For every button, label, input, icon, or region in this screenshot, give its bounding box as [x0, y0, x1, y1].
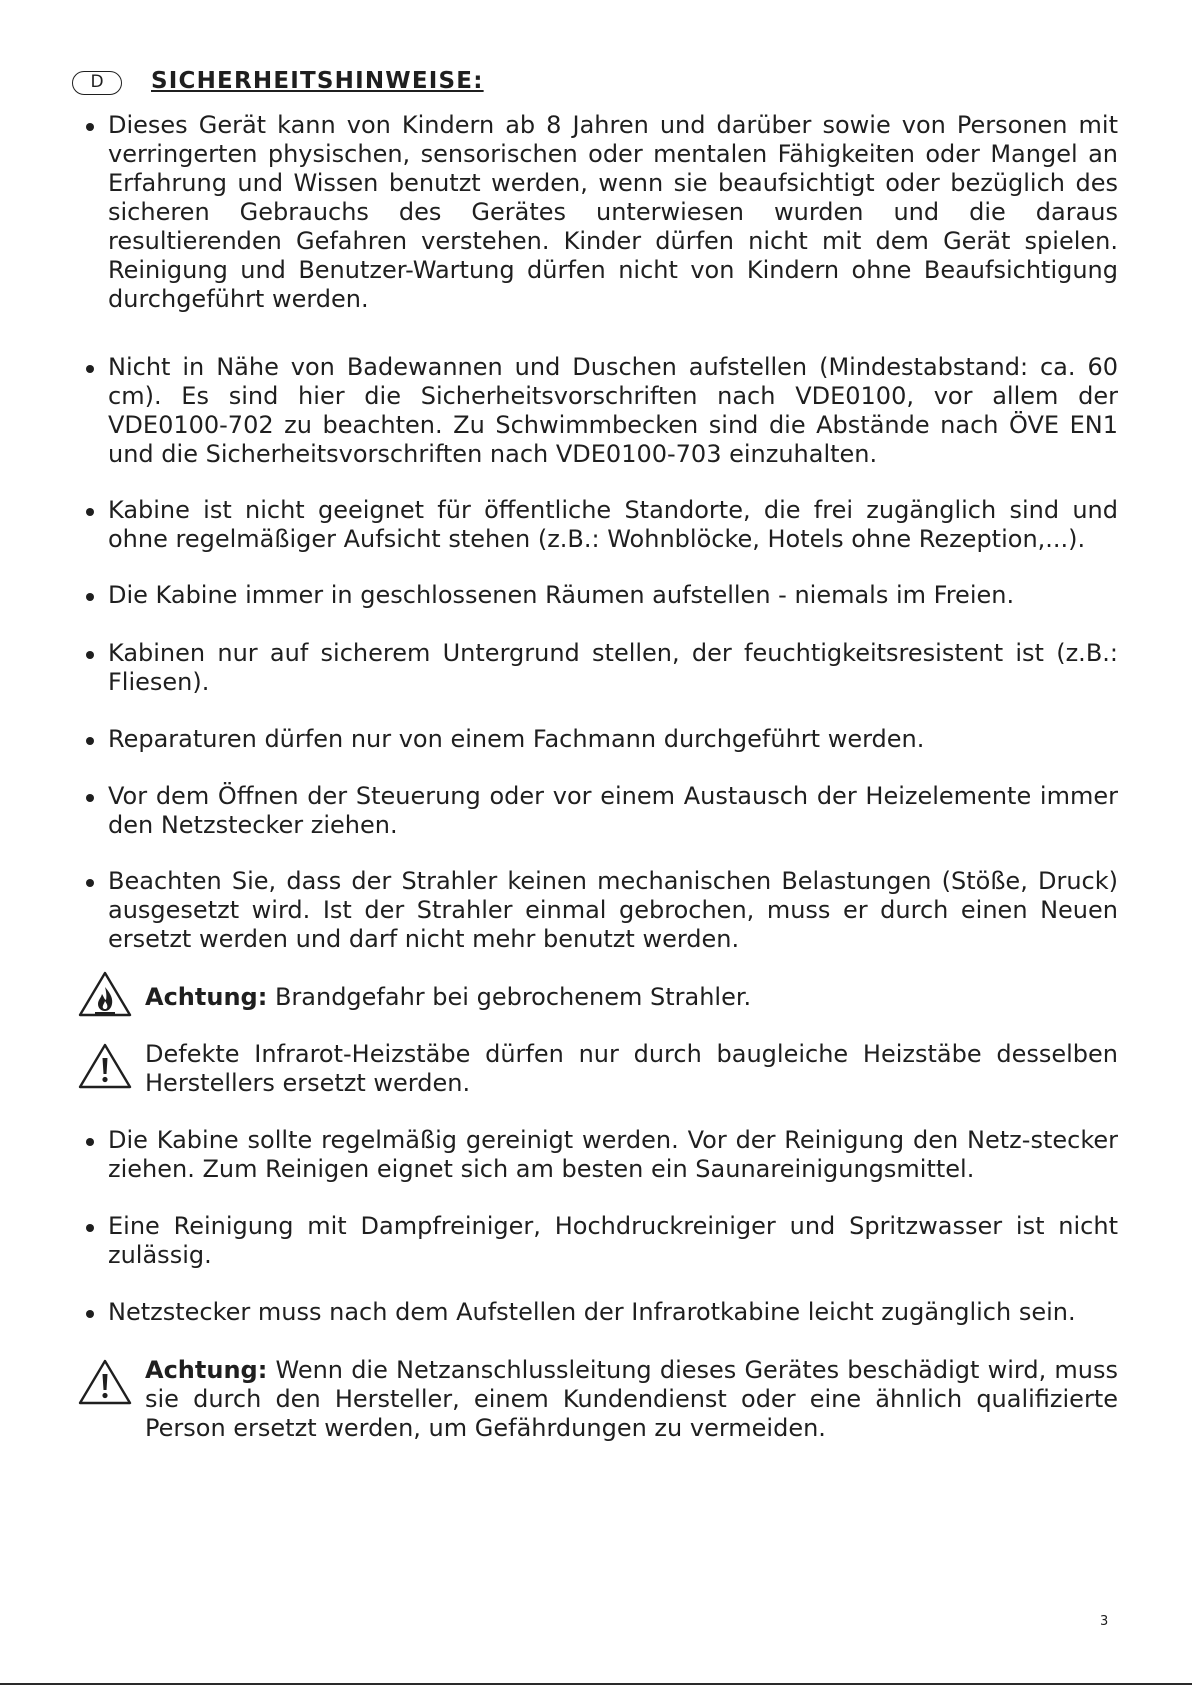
safety-item [86, 353, 1118, 469]
bullet-point [86, 365, 94, 373]
safety-item-text: Die Kabine sollte regelmäßig gereinigt werden. Vor der Reinigung den Netz-stecker ziehen. Zum Reinigen eignet sich am besten ein Saunareinigungsmittel. [108, 1126, 1118, 1183]
safety-item-text: Kabine ist nicht geeignet für öffentliche Standorte, die frei zugänglich sind und ohne regelmäßiger Aufsicht stehen (z.B.: Wohnblöcke, Hotels ohne Rezeption,...). [108, 496, 1118, 553]
bullet-point [86, 1310, 94, 1318]
bullet-point [86, 1224, 94, 1232]
warning-block [77, 1040, 1118, 1098]
safety-item [86, 1126, 1118, 1184]
warning-block [77, 983, 1118, 1012]
safety-item-text: Dieses Gerät kann von Kindern ab 8 Jahren und darüber sowie von Personen mit verringerten physischen, sensorischen oder mentalen Fähigkeiten oder Mangel an Erfahrung und Wissen benutzt werden, wenn sie beaufsichtigt oder bezüglich des sicheren Gebrauchs des Gerätes unterwiesen wurden und die daraus resultierenden Gefahren verstehen. Kinder dürfen nicht mit dem Gerät spielen. Reinigung und Benutzer-Wartung dürfen nicht von Kindern ohne Beaufsichtigung durchgeführt werden. [108, 111, 1118, 313]
warning-label: Achtung: [145, 983, 268, 1011]
exclamation-warning-icon [77, 1042, 133, 1090]
warning-text [145, 1356, 1118, 1443]
safety-item [86, 581, 1118, 610]
bullet-point [86, 737, 94, 745]
exclamation-warning-icon [77, 1358, 133, 1406]
warning-message: Brandgefahr bei gebrochenem Strahler. [267, 983, 752, 1011]
warning-text [145, 983, 1118, 1012]
warning-text [145, 1040, 1118, 1098]
page-number: 3 [1100, 1614, 1109, 1629]
safety-item [86, 1298, 1118, 1327]
safety-item-text: Reparaturen dürfen nur von einem Fachmann durchgeführt werden. [108, 725, 925, 753]
safety-item [86, 867, 1118, 954]
safety-item [86, 111, 1118, 314]
bullet-point [86, 879, 94, 887]
safety-item [86, 725, 1118, 754]
language-badge: D [72, 71, 122, 95]
warning-label: Achtung: [145, 1356, 268, 1384]
warning-block [77, 1356, 1118, 1443]
bullet-point [86, 123, 94, 131]
safety-item [86, 1212, 1118, 1270]
safety-item [86, 782, 1118, 840]
safety-item-text: Beachten Sie, dass der Strahler keinen mechanischen Belastungen (Stöße, Druck) ausgesetzt wird. Ist der Strahler einmal gebrochen, muss er durch einen Neuen ersetzt werden und darf nicht mehr benutzt werden. [108, 867, 1118, 953]
safety-item [86, 496, 1118, 554]
safety-item-text: Netzstecker muss nach dem Aufstellen der Infrarotkabine leicht zugänglich sein. [108, 1298, 1076, 1326]
bullet-point [86, 508, 94, 516]
bullet-point [86, 794, 94, 802]
safety-item-text: Eine Reinigung mit Dampfreiniger, Hochdruckreiniger und Spritzwasser ist nicht zulässig. [108, 1212, 1118, 1269]
warning-message: Wenn die Netzanschlussleitung dieses Gerätes beschädigt wird, muss sie durch den Hersteller, einem Kundendienst oder eine ähnlich qualifizierte Person ersetzt werden, um Gefährdungen zu vermeiden. [145, 1356, 1118, 1442]
safety-item-text: Kabinen nur auf sicherem Untergrund stellen, der feuchtigkeitsresistent ist (z.B.: Fliesen). [108, 639, 1118, 696]
safety-item [86, 639, 1118, 697]
flame-warning-icon [77, 970, 133, 1018]
bullet-point [86, 1138, 94, 1146]
safety-item-text: Vor dem Öffnen der Steuerung oder vor einem Austausch der Heizelemente immer den Netzstecker ziehen. [108, 782, 1118, 839]
warning-message: Defekte Infrarot-Heizstäbe dürfen nur durch baugleiche Heizstäbe desselben Herstellers ersetzt werden. [145, 1040, 1118, 1097]
safety-item-text: Die Kabine immer in geschlossenen Räumen aufstellen - niemals im Freien. [108, 581, 1015, 609]
safety-item-text: Nicht in Nähe von Badewannen und Duschen aufstellen (Mindestabstand: ca. 60 cm). Es sind hier die Sicherheitsvorschriften nach VDE0100, vor allem der VDE0100-702 zu beachten. Zu Schwimmbecken sind die Abstände nach ÖVE EN1 und die Sicherheitsvorschriften nach VDE0100-703 einzuhalten. [108, 353, 1118, 468]
bullet-point [86, 651, 94, 659]
bullet-point [86, 593, 94, 601]
page-title: SICHERHEITSHINWEISE: [151, 68, 484, 94]
